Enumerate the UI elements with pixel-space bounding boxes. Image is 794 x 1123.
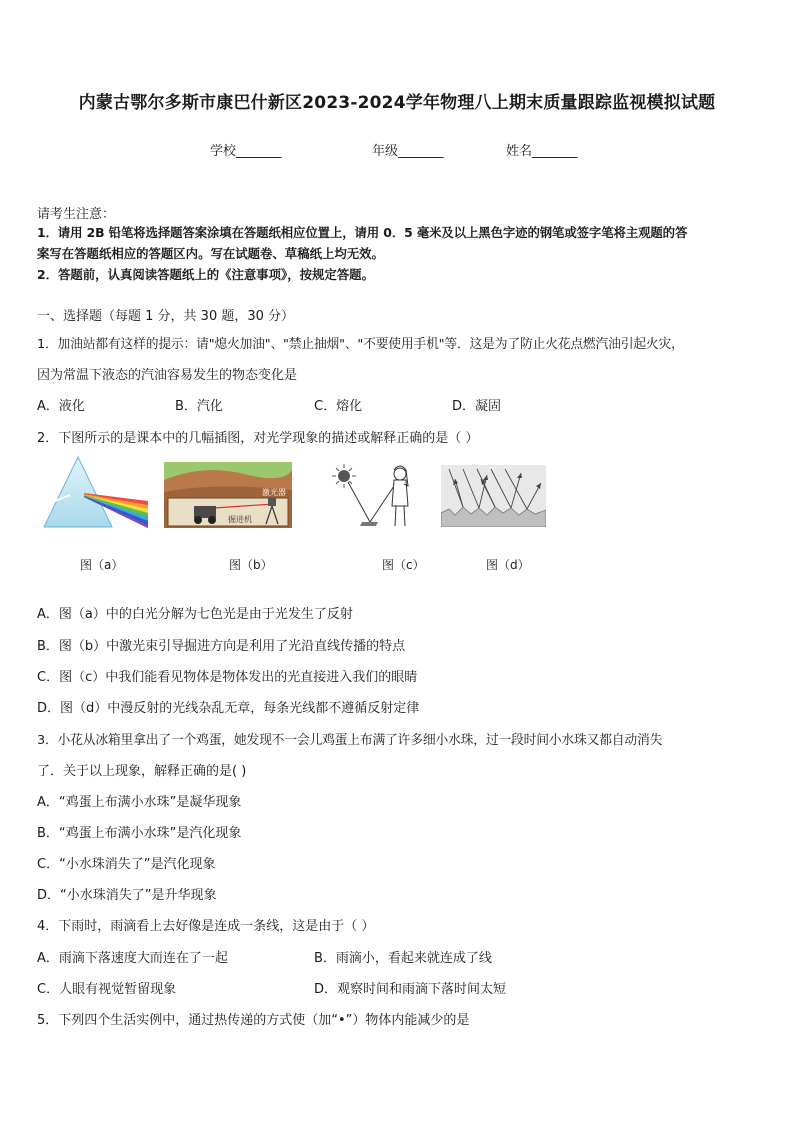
girl-figure-icon [392, 466, 408, 526]
q4-stem: 4．下雨时，雨滴看上去好像是连成一条线，这是由于（ ） [37, 919, 375, 934]
sun-icon [332, 464, 356, 488]
boring-machine-label: 掘进机 [228, 515, 252, 524]
q5-stem: 5．下列四个生活实例中，通过热传递的方式使（加“•”）物体内能减少的是 [37, 1013, 470, 1028]
q1-option-d: D．凝固 [452, 399, 502, 414]
q4-option-d: D．观察时间和雨滴下落时间太短 [314, 982, 507, 997]
caption-c: 图（c） [382, 558, 425, 572]
diffuse-reflection-figure [441, 465, 546, 527]
q2-stem: 2．下图所示的是课本中的几幅插图，对光学现象的描述或解释正确的是（ ） [37, 431, 479, 446]
notice-item-1a: 1．请用 2B 铅笔将选择题答案涂填在答题纸相应位置上，请用 0．5 毫米及以上黑色字迹的钢笔或签字笔将主观题的答 [37, 225, 688, 240]
q1-stem-b: 因为常温下液态的汽油容易发生的物态变化是 [37, 368, 298, 383]
q2-option-a: A．图（a）中的白光分解为七色光是由于光发生了反射 [37, 607, 353, 622]
q2-option-b: B．图（b）中激光束引导掘进方向是利用了光沿直线传播的特点 [37, 639, 406, 654]
q2-option-c: C．图（c）中我们能看见物体是物体发出的光直接进入我们的眼睛 [37, 670, 418, 685]
q4-option-c: C．人眼有视觉暂留现象 [37, 982, 177, 997]
notice-item-1b: 案写在答题纸相应的答题区内。写在试题卷、草稿纸上均无效。 [37, 246, 384, 261]
q4-option-a: A．雨滴下落速度大而连在了一起 [37, 951, 228, 966]
grade-field: 年级_______ [372, 144, 444, 159]
q1-option-a: A．液化 [37, 399, 85, 414]
q3-option-d: D．“小水珠消失了”是升华现象 [37, 888, 217, 903]
name-field: 姓名_______ [506, 144, 578, 159]
caption-d: 图（d） [486, 558, 530, 572]
q3-option-a: A．“鸡蛋上布满小水珠”是凝华现象 [37, 795, 242, 810]
notice-item-2: 2．答题前，认真阅读答题纸上的《注意事项》，按规定答题。 [37, 267, 374, 282]
q4-option-b: B．雨滴小，看起来就连成了线 [314, 951, 492, 966]
q1-option-c: C．熔化 [314, 399, 363, 414]
q3-stem-b: 了．关于以上现象，解释正确的是( ) [37, 764, 247, 779]
q3-stem-a: 3．小花从冰箱里拿出了一个鸡蛋，她发现不一会儿鸡蛋上布满了许多细小水珠，过一段时间小水珠又都自动消失 [37, 733, 663, 748]
q2-option-d: D．图（d）中漫反射的光线杂乱无章，每条光线都不遵循反射定律 [37, 701, 420, 716]
caption-a: 图（a） [80, 558, 124, 572]
q3-option-c: C．“小水珠消失了”是汽化现象 [37, 857, 216, 872]
prism-figure [40, 455, 150, 530]
page-title: 内蒙古鄂尔多斯市康巴什新区2023-2024学年物理八上期末质量跟踪监视模拟试题 [78, 93, 716, 113]
q3-option-b: B．“鸡蛋上布满小水珠”是汽化现象 [37, 826, 242, 841]
notice-heading: 请考生注意： [37, 207, 116, 222]
laser-label: 激光器 [262, 488, 286, 497]
q1-stem-a: 1．加油站都有这样的提示：请"熄火加油"、"禁止抽烟"、"不要使用手机"等．这是为了防止火花点燃汽油引起火灾， [37, 337, 684, 352]
tunnel-laser-figure [164, 462, 292, 528]
section-heading: 一、选择题（每题 1 分，共 30 题，30 分） [37, 309, 295, 324]
caption-b: 图（b） [229, 558, 273, 572]
school-field: 学校_______ [210, 144, 282, 159]
sun-observer-figure [330, 460, 425, 535]
q1-option-b: B．汽化 [175, 399, 223, 414]
